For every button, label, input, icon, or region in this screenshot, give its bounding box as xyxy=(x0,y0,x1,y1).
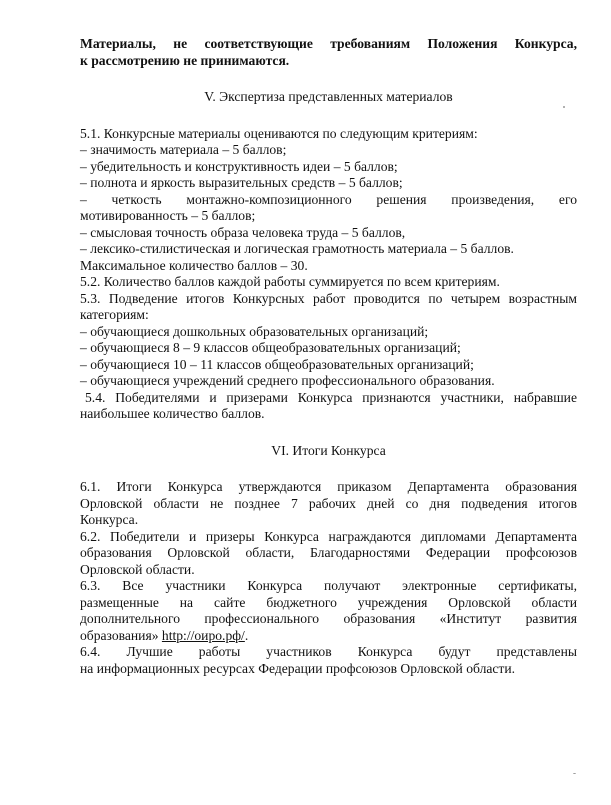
clause-5-4-line-2: наибольшее количество баллов. xyxy=(80,406,265,421)
criterion-item: – лексико-стилистическая и логическая грамотность материала – 5 баллов. xyxy=(80,241,514,256)
clause-6-2-line: Орловской области. xyxy=(80,561,195,577)
clause-6-2-line: 6.2. Победители и призеры Конкурса награждаются дипломами Департамента xyxy=(80,528,577,544)
max-score: Максимальное количество баллов – 30. xyxy=(80,257,308,273)
criterion-item: – полнота и яркость выразительных средств – 5 баллов; xyxy=(80,175,403,190)
category-item: – обучающиеся дошкольных образовательных организаций; xyxy=(80,323,429,339)
clause-5-1-intro: 5.1. Конкурсные материалы оцениваются по следующим критериям: xyxy=(80,125,478,141)
criterion-item: – значимость материала – 5 баллов; xyxy=(80,142,287,157)
clause-6-3-line: размещенные на сайте бюджетного учреждения Орловской области xyxy=(80,594,577,610)
clause-5-3-line-1: 5.3. Подведение итогов Конкурсных работ проводится по четырем возрастным xyxy=(80,290,577,306)
clause-6-1-line: Конкурса. xyxy=(80,512,139,527)
clause-6-4-line: на информационных ресурсах Федерации профсоюзов Орловской области. xyxy=(80,660,516,676)
clause-6-3-suffix: . xyxy=(244,627,249,643)
document-body xyxy=(80,36,577,677)
clause-5-4-line-1: 5.4. Победителями и призерами Конкурса признаются участники, набравшие xyxy=(85,389,577,405)
clause-6-1-line: Орловской области не позднее 7 рабочих дней со дня подведения итогов xyxy=(80,495,577,511)
category-item: – обучающиеся учреждений среднего профессионального образования. xyxy=(80,373,495,388)
section-5-heading: V. Экспертиза представленных материалов xyxy=(204,89,453,104)
scan-speck xyxy=(573,773,576,774)
scan-speck xyxy=(563,106,565,108)
section-6-heading: VI. Итоги Конкурса xyxy=(271,442,386,458)
criterion-item: – смысловая точность образа человека труда – 5 баллов, xyxy=(80,224,406,240)
clause-6-3-last-line xyxy=(80,628,577,645)
intro-line-1: Материалы, не соответствующие требованиям Положения Конкурса, xyxy=(80,36,577,51)
criterion-item: – убедительность и конструктивность идеи – 5 баллов; xyxy=(80,158,398,174)
clause-5-2: 5.2. Количество баллов каждой работы суммируется по всем критериям. xyxy=(80,274,500,289)
institute-website-link[interactable]: http://оиро.рф/ xyxy=(161,627,245,643)
clause-6-1-line: 6.1. Итоги Конкурса утверждаются приказом Департамента образования xyxy=(80,479,577,494)
clause-6-4-line: 6.4. Лучшие работы участников Конкурса будут представлены xyxy=(80,644,577,659)
category-item: – обучающиеся 8 – 9 классов общеобразовательных организаций; xyxy=(80,340,461,355)
intro-line-2: к рассмотрению не принимаются. xyxy=(80,52,290,68)
clause-6-2-line: образования Орловской области, Благодарностями Федерации профсоюзов xyxy=(80,545,577,560)
clause-6-3-prefix: образования» xyxy=(80,627,162,643)
criterion-item: – четкость монтажно-композиционного решения произведения, его xyxy=(80,191,577,207)
category-item: – обучающиеся 10 – 11 классов общеобразовательных организаций; xyxy=(80,356,474,372)
clause-6-3-line: 6.3. Все участники Конкурса получают электронные сертификаты, xyxy=(80,578,577,593)
clause-5-3-line-2: категориям: xyxy=(80,307,149,322)
clause-6-3-line: дополнительного профессионального образования «Институт развития xyxy=(80,611,577,626)
criterion-item-continuation: мотивированность – 5 баллов; xyxy=(80,208,256,223)
